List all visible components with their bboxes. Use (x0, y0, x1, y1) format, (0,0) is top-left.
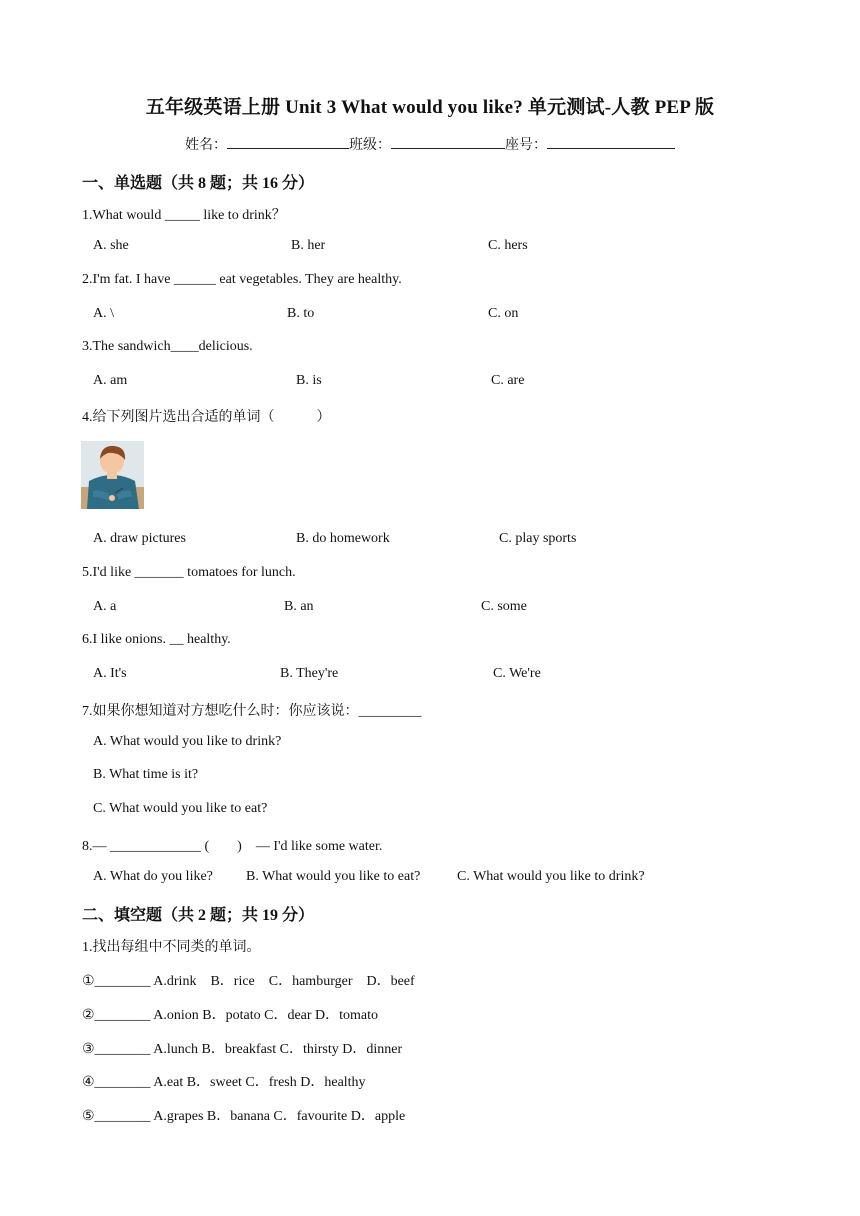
fill-item-1[interactable]: ①________ A.drink B．rice C．hamburger D．beef (82, 974, 415, 989)
q4-option-c[interactable]: C. play sports (499, 531, 577, 546)
question-4: 4.给下列图片选出合适的单词（ ） (82, 410, 331, 425)
q4-option-b[interactable]: B. do homework (296, 531, 390, 546)
q2-option-a[interactable]: A. \ (93, 306, 114, 321)
q1-option-b[interactable]: B. her (291, 238, 326, 253)
question-1: 1.What would _____ like to drink？ (82, 208, 286, 223)
seat-label: 座号： (505, 138, 547, 153)
q2-option-c[interactable]: C. on (488, 306, 519, 321)
question-5: 5.I'd like _______ tomatoes for lunch. (82, 565, 296, 580)
q7-option-c[interactable]: C. What would you like to eat? (93, 801, 268, 816)
question-7: 7.如果你想知道对方想吃什么时：你应该说：_________ (82, 704, 422, 719)
seat-blank[interactable] (547, 134, 675, 149)
class-blank[interactable] (391, 134, 505, 149)
name-label: 姓名： (185, 138, 227, 153)
q8-option-c[interactable]: C. What would you like to drink? (457, 869, 645, 884)
fill-item-3[interactable]: ③________ A.lunch B．breakfast C．thirsty D．dinner (82, 1042, 403, 1057)
question-3: 3.The sandwich____delicious. (82, 339, 253, 354)
question-2: 2.I'm fat. I have ______ eat vegetables. They are healthy. (82, 272, 402, 287)
fill-item-5[interactable]: ⑤________ A.grapes B．banana C．favourite D．apple (82, 1109, 406, 1124)
fill-item-4[interactable]: ④________ A.eat B．sweet C．fresh D．healthy (82, 1075, 366, 1090)
q3-option-c[interactable]: C. are (491, 373, 525, 388)
q8-option-b[interactable]: B. What would you like to eat? (246, 869, 421, 884)
q6-option-c[interactable]: C. We're (493, 666, 541, 681)
q6-option-a[interactable]: A. It's (93, 666, 127, 681)
q5-option-a[interactable]: A. a (93, 599, 117, 614)
q5-option-b[interactable]: B. an (284, 599, 314, 614)
q8-option-a[interactable]: A. What do you like? (93, 869, 213, 884)
question-6: 6.I like onions. __ healthy. (82, 632, 231, 647)
q5-option-c[interactable]: C. some (481, 599, 527, 614)
q1-option-a[interactable]: A. she (93, 238, 129, 253)
page-title: 五年级英语上册 Unit 3 What would you like? 单元测试-人教 PEP 版 (145, 97, 715, 118)
q1-option-c[interactable]: C. hers (488, 238, 528, 253)
fill-item-2[interactable]: ②________ A.onion B．potato C．dear D．tomato (82, 1008, 379, 1023)
q7-option-a[interactable]: A. What would you like to drink? (93, 734, 282, 749)
question-8: 8.— _____________ ( ) — I'd like some water. (82, 839, 383, 854)
class-label: 班级： (349, 138, 391, 153)
q6-option-b[interactable]: B. They're (280, 666, 339, 681)
boy-doing-homework-image (81, 441, 144, 509)
q4-option-a[interactable]: A. draw pictures (93, 531, 186, 546)
q3-option-b[interactable]: B. is (296, 373, 322, 388)
student-info-line (0, 134, 860, 154)
q3-option-a[interactable]: A. am (93, 373, 128, 388)
q2-option-b[interactable]: B. to (287, 306, 315, 321)
section2-heading: 二、填空题（共 2 题；共 19 分） (82, 907, 315, 924)
section1-heading: 一、单选题（共 8 题；共 16 分） (82, 175, 315, 192)
fill-question-1: 1.找出每组中不同类的单词。 (82, 940, 261, 955)
q7-option-b[interactable]: B. What time is it? (93, 767, 199, 782)
name-blank[interactable] (227, 134, 349, 149)
